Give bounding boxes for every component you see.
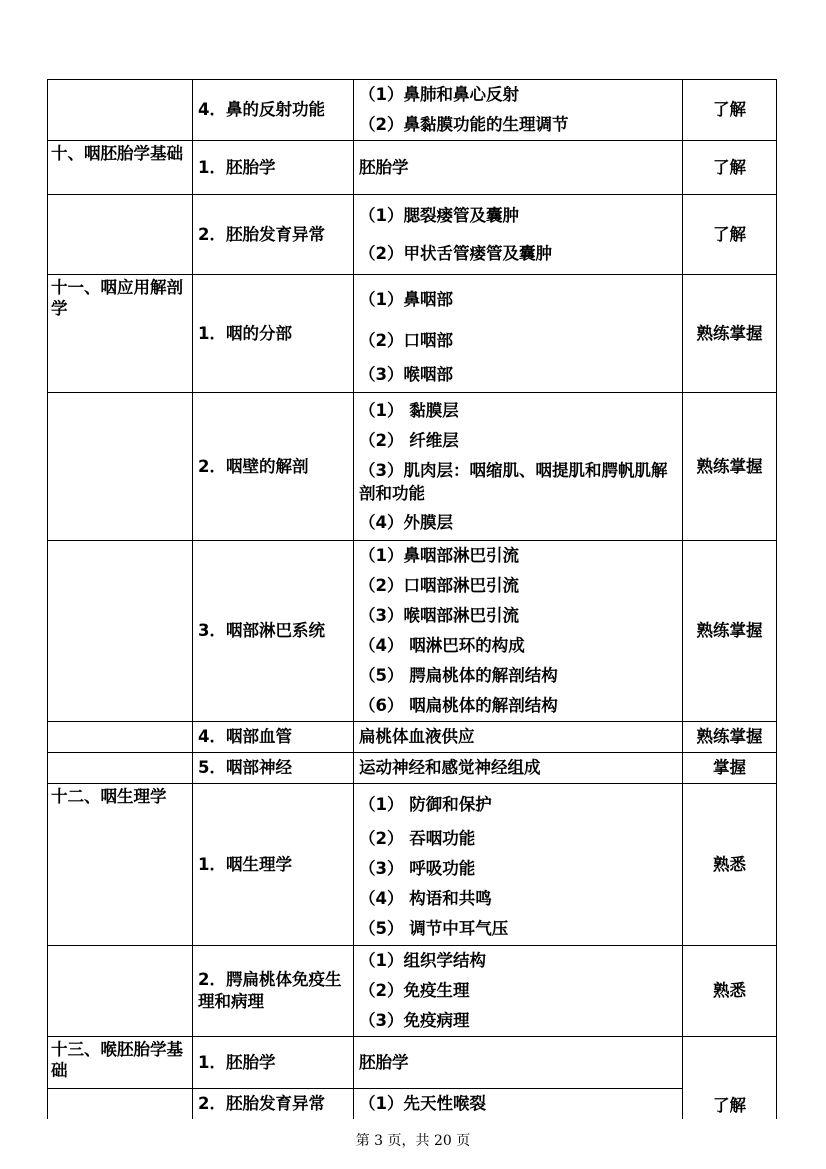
content-cell bbox=[354, 784, 683, 946]
item-cell: 2．腭扁桃体免疫生理和病理 bbox=[193, 946, 354, 1037]
item-cell: 1．胚胎学 bbox=[193, 1037, 354, 1089]
topic-cell bbox=[48, 80, 193, 141]
level-cell bbox=[683, 1037, 777, 1120]
content-line: （1）组织学结构 bbox=[359, 951, 486, 970]
topic-cell bbox=[48, 722, 193, 753]
content-line: （3）喉咽部淋巴引流 bbox=[359, 606, 519, 625]
content-line: （2）口咽部 bbox=[359, 330, 453, 350]
table-row bbox=[48, 1089, 777, 1120]
content-line: （1）鼻咽部淋巴引流 bbox=[359, 546, 519, 565]
content-line: （2） 纤维层 bbox=[359, 430, 459, 450]
page-footer: 第 3 页，共 20 页 bbox=[355, 1133, 471, 1149]
content-line: （3） 呼吸功能 bbox=[359, 858, 476, 878]
item-cell: 1．胚胎学 bbox=[193, 141, 354, 195]
level-cell: 掌握 bbox=[683, 753, 777, 784]
topic-cell: 十三、喉胚胎学基础 bbox=[48, 1037, 193, 1089]
table-row bbox=[48, 195, 777, 275]
content-cell bbox=[354, 1037, 683, 1089]
content-line: （3）喉咽部 bbox=[359, 364, 453, 384]
topic-cell: 十一、咽应用解剖学 bbox=[48, 275, 193, 393]
content-line: （3）免疫病理 bbox=[359, 1011, 470, 1030]
content-cell bbox=[354, 275, 683, 393]
topic-cell bbox=[48, 753, 193, 784]
content-line: （2） 吞咽功能 bbox=[359, 828, 476, 848]
table-row bbox=[48, 753, 777, 784]
item-cell: 1．咽生理学 bbox=[193, 784, 354, 946]
item-cell: 4．咽部血管 bbox=[193, 722, 354, 753]
level-cell: 了解 bbox=[683, 80, 777, 141]
item-cell: 3．咽部淋巴系统 bbox=[193, 541, 354, 722]
content-line: （2）免疫生理 bbox=[359, 981, 470, 1000]
item-cell: 1．咽的分部 bbox=[193, 275, 354, 393]
content-cell bbox=[354, 722, 683, 753]
item-cell: 5．咽部神经 bbox=[193, 753, 354, 784]
content-cell bbox=[354, 80, 683, 141]
level-cell: 熟练掌握 bbox=[683, 393, 777, 541]
content-cell bbox=[354, 753, 683, 784]
item-cell: 2．咽壁的解剖 bbox=[193, 393, 354, 541]
table-row bbox=[48, 80, 777, 141]
content-line: （4） 构语和共鸣 bbox=[359, 888, 492, 908]
content-line: 胚胎学 bbox=[359, 1052, 409, 1072]
content-line: （1） 防御和保护 bbox=[359, 794, 492, 814]
level-text: 了解 bbox=[713, 1096, 746, 1115]
level-cell: 熟练掌握 bbox=[683, 275, 777, 393]
content-line: （2）甲状舌管瘘管及囊肿 bbox=[359, 243, 552, 263]
content-line: （4）外膜层 bbox=[359, 512, 453, 532]
level-cell: 熟练掌握 bbox=[683, 541, 777, 722]
table-row bbox=[48, 722, 777, 753]
content-line: （1）先天性喉裂 bbox=[359, 1094, 486, 1113]
topic-cell bbox=[48, 195, 193, 275]
syllabus-table bbox=[47, 79, 777, 1119]
table-row bbox=[48, 541, 777, 722]
level-cell: 熟悉 bbox=[683, 784, 777, 946]
level-cell: 了解 bbox=[683, 141, 777, 195]
content-cell bbox=[354, 393, 683, 541]
table-row bbox=[48, 1037, 777, 1089]
topic-cell bbox=[48, 946, 193, 1037]
content-cell bbox=[354, 1089, 683, 1120]
topic-cell bbox=[48, 541, 193, 722]
table-row bbox=[48, 275, 777, 393]
content-cell bbox=[354, 141, 683, 195]
level-cell: 了解 bbox=[683, 195, 777, 275]
content-line: （4） 咽淋巴环的构成 bbox=[359, 636, 525, 655]
topic-cell: 十、咽胚胎学基础 bbox=[48, 141, 193, 195]
content-line: 胚胎学 bbox=[359, 157, 409, 177]
level-cell: 熟悉 bbox=[683, 946, 777, 1037]
level-cell: 熟练掌握 bbox=[683, 722, 777, 753]
content-cell bbox=[354, 946, 683, 1037]
content-line: （1）鼻咽部 bbox=[359, 289, 453, 309]
content-line: （5） 腭扁桃体的解剖结构 bbox=[359, 666, 558, 685]
item-cell: 4．鼻的反射功能 bbox=[193, 80, 354, 141]
topic-cell bbox=[48, 393, 193, 541]
content-line: （1）腮裂瘘管及囊肿 bbox=[359, 205, 519, 225]
item-cell: 2．胚胎发育异常 bbox=[193, 195, 354, 275]
content-line: （2）鼻黏膜功能的生理调节 bbox=[359, 115, 569, 134]
content-line: （1） 黏膜层 bbox=[359, 400, 459, 420]
content-line: （6） 咽扁桃体的解剖结构 bbox=[359, 696, 558, 715]
content-line: （2）口咽部淋巴引流 bbox=[359, 576, 519, 595]
content-cell bbox=[354, 195, 683, 275]
topic-cell: 十二、咽生理学 bbox=[48, 784, 193, 946]
content-line: 扁桃体血液供应 bbox=[359, 727, 475, 746]
item-cell: 2．胚胎发育异常 bbox=[193, 1089, 354, 1120]
table-row bbox=[48, 784, 777, 946]
content-cell bbox=[354, 541, 683, 722]
content-line: 运动神经和感觉神经组成 bbox=[359, 758, 541, 777]
content-line: （3）肌肉层：咽缩肌、咽提肌和腭帆肌解剖和功能 bbox=[359, 460, 668, 503]
content-line: （1）鼻肺和鼻心反射 bbox=[359, 85, 519, 104]
table-row bbox=[48, 141, 777, 195]
topic-cell bbox=[48, 1089, 193, 1120]
table-row bbox=[48, 393, 777, 541]
content-line: （5） 调节中耳气压 bbox=[359, 918, 509, 938]
table-row bbox=[48, 946, 777, 1037]
